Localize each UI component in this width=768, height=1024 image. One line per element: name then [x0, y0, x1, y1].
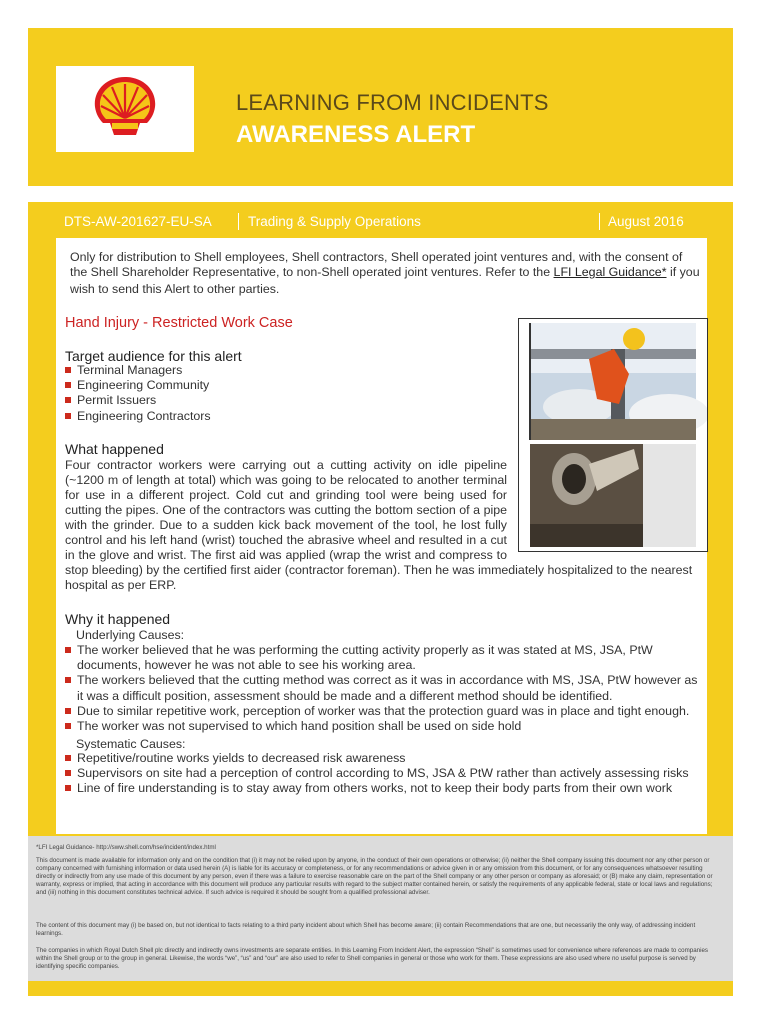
systematic-causes-list	[65, 751, 689, 797]
footer-paragraph-1: This document is made available for information only and on the condition that (i) it may not be relied upon by anyone, in the conduct of their own operations or otherwise; (ii) neither the Shell company issuing this document nor any other person or company concerned with furnishing information or data used herein (A) is liable for its accuracy or completeness, or for any recommendations or advice given in or any omission from this document, or for any consequences whatsoever resulting directly or indirectly from any use made of this document by any person, even if there was a failure to exercise reasonable care on the part of the Shell company or any other person or company as aforesaid; or (B) make any claim, representation or warranty, express or implied, that acting in accordance with this document will produce any particular results with regard to the subject matter contained herein, or satisfy the requirements of any applicable federal, state or local laws and regulations; and (iii) nothing in this document constitutes technical advice. If such advice is required it should be sought from a qualified professional adviser.	[36, 857, 713, 897]
list-item: Permit Issuers	[65, 393, 211, 408]
distribution-text: the Shell Shareholder Representative, to non-Shell operated joint ventures. Refer to the	[70, 265, 551, 279]
distribution-line-3: wish to send this Alert to other parties.	[70, 282, 280, 296]
text-line: with the grinder. Due to a sudden kick back movement of the tool, he lost fully	[65, 518, 507, 532]
footer-paragraph-3: The companies in which Royal Dutch Shell plc directly and indirectly owns investments are separate entities. In this Learning From Incident Alert, the expression “Shell” is sometimes used for convenience where references are made to companies within the Shell group or to the group in general. Likewise, the words “we”, “us” and “our” are also used to refer to Shell companies in general or those who work for them. These expressions are also used where no useful purpose is served by identifying specific companies.	[36, 947, 709, 971]
incident-photos	[518, 318, 708, 552]
list-item: Repetitive/routine works yields to decreased risk awareness	[65, 751, 689, 766]
text-line: in the glove and wrist. The first aid was applied (wrap the wrist and compress to	[65, 548, 507, 562]
distribution-line-1: Only for distribution to Shell employees, Shell contractors, Shell operated joint ventures and, with the consent of	[70, 250, 683, 264]
list-item-continuation: documents, however he was not able to see his working area.	[77, 658, 416, 673]
band-separator	[238, 213, 239, 230]
systematic-causes-label: Systematic Causes:	[76, 737, 186, 751]
list-item: Terminal Managers	[65, 363, 211, 378]
incident-photo-image	[519, 319, 707, 551]
text-line: stop bleeding) by the certified first aider (contractor foreman). Then he was immediately hospitalized to the nearest	[65, 563, 693, 577]
division-name: Trading & Supply Operations	[248, 214, 421, 229]
list-item: Supervisors on site had a perception of control according to MS, JSA & PtW rather than actively assessing risks	[65, 766, 689, 781]
text-line: (~1200 m of length at total) which was going to be relocated to another terminal	[65, 473, 507, 487]
list-item: Due to similar repetitive work, perception of worker was that the protection guard was in place and tight enough.	[65, 704, 698, 719]
footer-paragraph-2: The content of this document may (i) be based on, but not identical to facts relating to a third party incident about which Shell has become aware; (ii) contain Recommendations that are one, but necessarily the only way, of addressing incident learnings.	[36, 922, 696, 938]
underlying-causes-label: Underlying Causes:	[76, 628, 185, 642]
text-line: Four contractor workers were carrying out a cutting activity on idle pipeline	[65, 458, 507, 472]
logo-box	[56, 66, 194, 152]
why-happened-heading: Why it happened	[65, 611, 171, 627]
list-item: Engineering Contractors	[65, 409, 211, 424]
header-divider	[28, 186, 733, 202]
alert-date: August 2016	[608, 214, 684, 229]
list-item: Engineering Community	[65, 378, 211, 393]
list-item: The workers believed that the cutting method was correct as it was in accordance with MS, JSA, PtW however as	[65, 673, 698, 688]
lfi-legal-guidance-link[interactable]: LFI Legal Guidance*	[553, 265, 667, 279]
list-item-continuation: it was a difficult position, assessment should be made and a different method should be identified.	[77, 688, 613, 703]
case-title: Hand Injury - Restricted Work Case	[65, 315, 293, 331]
text-line: for use in a different project. Cold cut and grinding tool were being used for	[65, 488, 507, 502]
footer-legal-link[interactable]: *LFI Legal Guidance- http://sww.shell.com/hse/incident/index.html	[36, 844, 216, 851]
list-item: The worker believed that he was performing the cutting activity properly as it was stated at MS, JSA, PtW	[65, 643, 698, 658]
audience-list	[65, 363, 211, 424]
audience-heading: Target audience for this alert	[65, 348, 242, 364]
shell-pecten-logo-icon	[90, 74, 160, 140]
text-line: cutting the pipes. One of the contractors was cutting the bottom section of a pipe	[65, 503, 507, 517]
text-line: control and his left hand (wrist) touched the abrasive wheel and resulted in a cut	[65, 533, 507, 547]
distribution-line-2	[70, 265, 700, 280]
band-separator	[599, 213, 600, 230]
distribution-text: if you	[669, 265, 700, 279]
text-line: hospital as per ERP.	[65, 578, 177, 592]
list-item: Line of fire understanding is to stay away from others works, not to keep their body parts from their own work	[65, 781, 689, 796]
underlying-causes-list	[65, 643, 698, 734]
title-learning-from-incidents: LEARNING FROM INCIDENTS	[236, 90, 549, 115]
what-happened-heading: What happened	[65, 441, 164, 457]
title-awareness-alert: AWARENESS ALERT	[236, 121, 476, 148]
list-item: The worker was not supervised to which hand position shall be used on side hold	[65, 719, 698, 734]
info-band	[28, 202, 733, 236]
alert-reference: DTS-AW-201627-EU-SA	[64, 214, 212, 229]
